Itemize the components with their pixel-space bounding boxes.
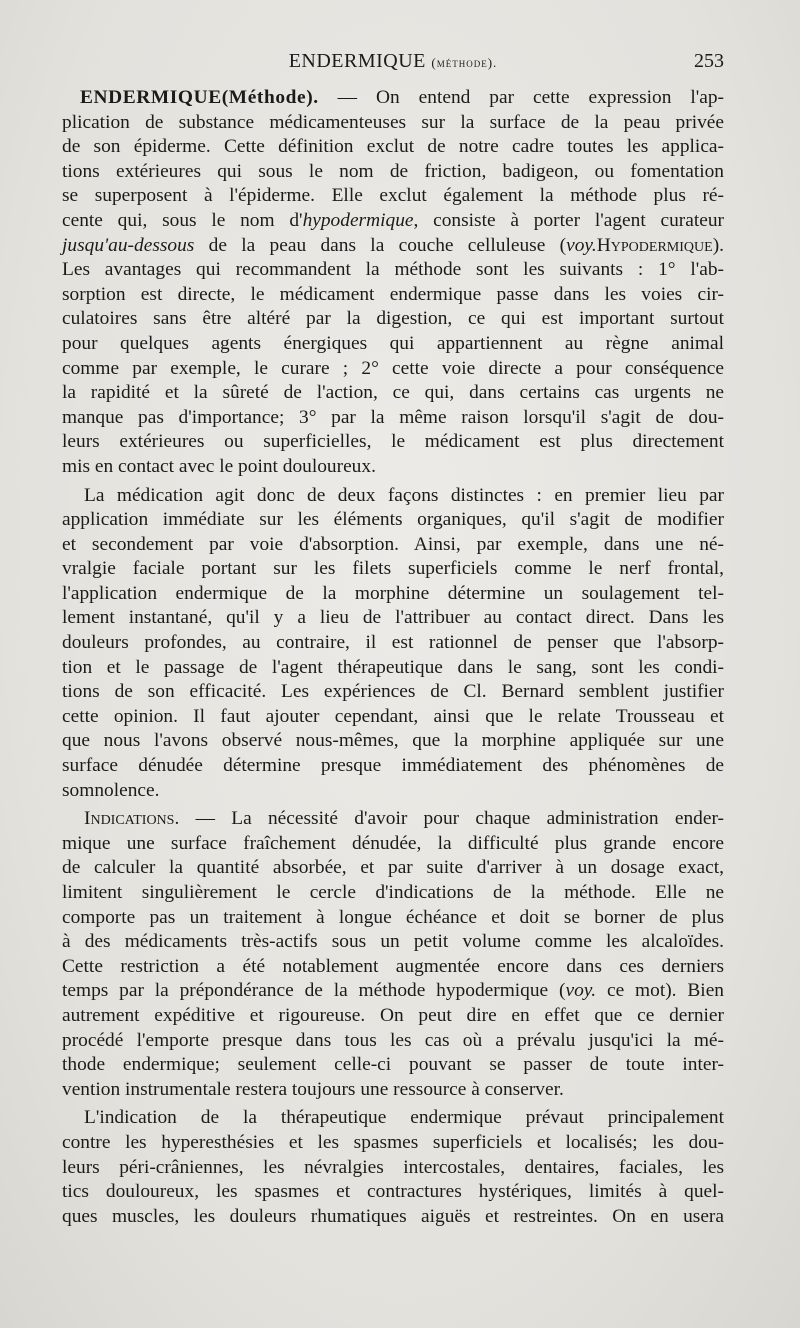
paragraph-medication — [62, 484, 724, 804]
text-line: application immédiate sur les éléments organiques, qu'il s'agit de modifier — [62, 509, 724, 531]
text-line: La médication agit donc de deux façons distinctes : en premier lieu par — [84, 484, 724, 506]
text-line: tions extérieures qui sous le nom de friction, badigeon, ou fomentation — [62, 160, 724, 182]
text-line: procédé l'emporte presque dans tous les cas où a prévalu jusqu'ici la mé- — [62, 1029, 724, 1051]
text-line: tion et le passage de l'agent thérapeutique dans le sang, sont les condi- — [62, 656, 724, 678]
entry-headword-sub: (Méthode). — [221, 87, 319, 108]
text-line: leurs péri-crâniennes, les névralgies intercostales, dentaires, faciales, les — [62, 1156, 724, 1178]
text-line: douleurs profondes, au contraire, il est rationnel de penser que l'absorp- — [62, 632, 724, 654]
text-line: comporte pas un traitement à longue échéance et doit se borner de plus — [62, 906, 724, 928]
text-line: mis en contact avec le point douloureux. — [62, 455, 376, 477]
text-line: de calculer la quantité absorbée, et par suite d'arriver à un dosage exact, — [62, 857, 724, 879]
running-title-sub: (méthode). — [431, 55, 498, 70]
text-line: vention instrumentale restera toujours une ressource à conserver. — [62, 1078, 564, 1100]
text-line: se superposent à l'épiderme. Elle exclut également la méthode plus ré- — [62, 185, 724, 207]
text-line: mique une surface fraîchement dénudée, la difficulté plus grande encore — [62, 832, 724, 854]
text-line: plication de substance médicamenteuses sur la surface de la peau privée — [62, 111, 724, 133]
running-head — [62, 50, 724, 78]
text-line: lement instantané, qu'il y a lieu de l'attribuer au contact direct. Dans les — [62, 607, 724, 629]
text-line: l'application endermique de la morphine détermine un soulagement tel- — [62, 582, 724, 604]
text-line: jusqu'au-dessous de la peau dans la couche celluleuse (voy.Hypodermique). — [62, 234, 724, 256]
entry-headword: ENDERMIQUE — [80, 87, 222, 108]
running-title-main: ENDERMIQUE — [288, 50, 426, 72]
text-line: surface dénudée détermine presque immédiatement des phénomènes de — [62, 755, 724, 777]
text-line: ENDERMIQUE(Méthode). — On entend par cette expression l'ap- — [80, 87, 724, 108]
cross-reference: Hypodermique — [596, 234, 713, 256]
section-lead: Indications. — [84, 808, 180, 830]
text-line: sorption est directe, le médicament endermique passe dans les voies cir- — [62, 283, 724, 305]
text-line: tions de son efficacité. Les expériences de Cl. Bernard semblent justifier — [62, 681, 724, 703]
text-line: somnolence. — [62, 779, 160, 801]
text-line: autrement expéditive et rigoureuse. On peut dire en effet que ce dernier — [62, 1004, 724, 1026]
paragraph-endermique — [62, 86, 724, 480]
text-line: limitent singulièrement le cercle d'indications de la méthode. Elle ne — [62, 882, 724, 903]
text-line: la rapidité et la sûreté de l'action, ce qui, dans certains cas urgents ne — [62, 382, 724, 404]
text-line: Indications. — La nécessité d'avoir pour chaque administration ender- — [84, 808, 724, 830]
text-line: pour quelques agents énergiques qui appartiennent au règne animal — [62, 332, 724, 354]
text-line: thode endermique; seulement celle-ci pouvant se passer de toute inter- — [62, 1054, 724, 1076]
text-line: ques muscles, les douleurs rhumatiques aiguës et restreintes. On en usera — [62, 1205, 724, 1227]
text-line: manque pas d'importance; 3° par la même raison lorsqu'il s'agit de dou- — [62, 406, 724, 428]
text-line: leurs extérieures ou superficielles, le médicament est plus directement — [62, 431, 724, 453]
text-line: contre les hyperesthésies et les spasmes superficiels et localisés; les dou- — [62, 1131, 724, 1153]
text-line: à des médicaments très-actifs sous un petit volume comme les alcaloïdes. — [62, 931, 724, 953]
text-line: et secondement par voie d'absorption. Ainsi, par exemple, dans une né- — [62, 533, 724, 555]
text-line: comme par exemple, le curare ; 2° cette voie directe a pour conséquence — [62, 357, 724, 379]
text-line: tics douloureux, les spasmes et contractures hystériques, limités à quel- — [62, 1181, 724, 1203]
running-title — [62, 50, 724, 73]
text-line: temps par la prépondérance de la méthode hypodermique (voy. ce mot). Bien — [62, 980, 724, 1002]
paragraph-indications — [62, 807, 724, 1102]
text-line: de son épiderme. Cette définition exclut de notre cadre toutes les applica- — [62, 136, 724, 158]
text-line: cette opinion. Il faut ajouter cependant, ainsi que le relate Trousseau et — [62, 705, 724, 727]
text-line: vralgie faciale portant sur les filets superficiels comme le nerf frontal, — [62, 558, 724, 580]
text-line: cente qui, sous le nom d'hypodermique, consiste à porter l'agent curateur — [62, 209, 724, 231]
paragraph-indication-therapeutique — [62, 1106, 724, 1229]
text-line: L'indication de la thérapeutique endermique prévaut principalement — [84, 1107, 724, 1129]
body-text — [62, 86, 724, 1229]
text-line: que nous l'avons observé nous-mêmes, que la morphine appliquée sur une — [62, 730, 724, 752]
text-line: Les avantages qui recommandent la méthode sont les suivants : 1° l'ab- — [62, 259, 724, 281]
text-line: culatoires sans être altéré par la digestion, ce qui est important surtout — [62, 308, 724, 330]
page-number: 253 — [694, 50, 724, 72]
text-line: Cette restriction a été notablement augmentée encore dans ces derniers — [62, 955, 724, 977]
